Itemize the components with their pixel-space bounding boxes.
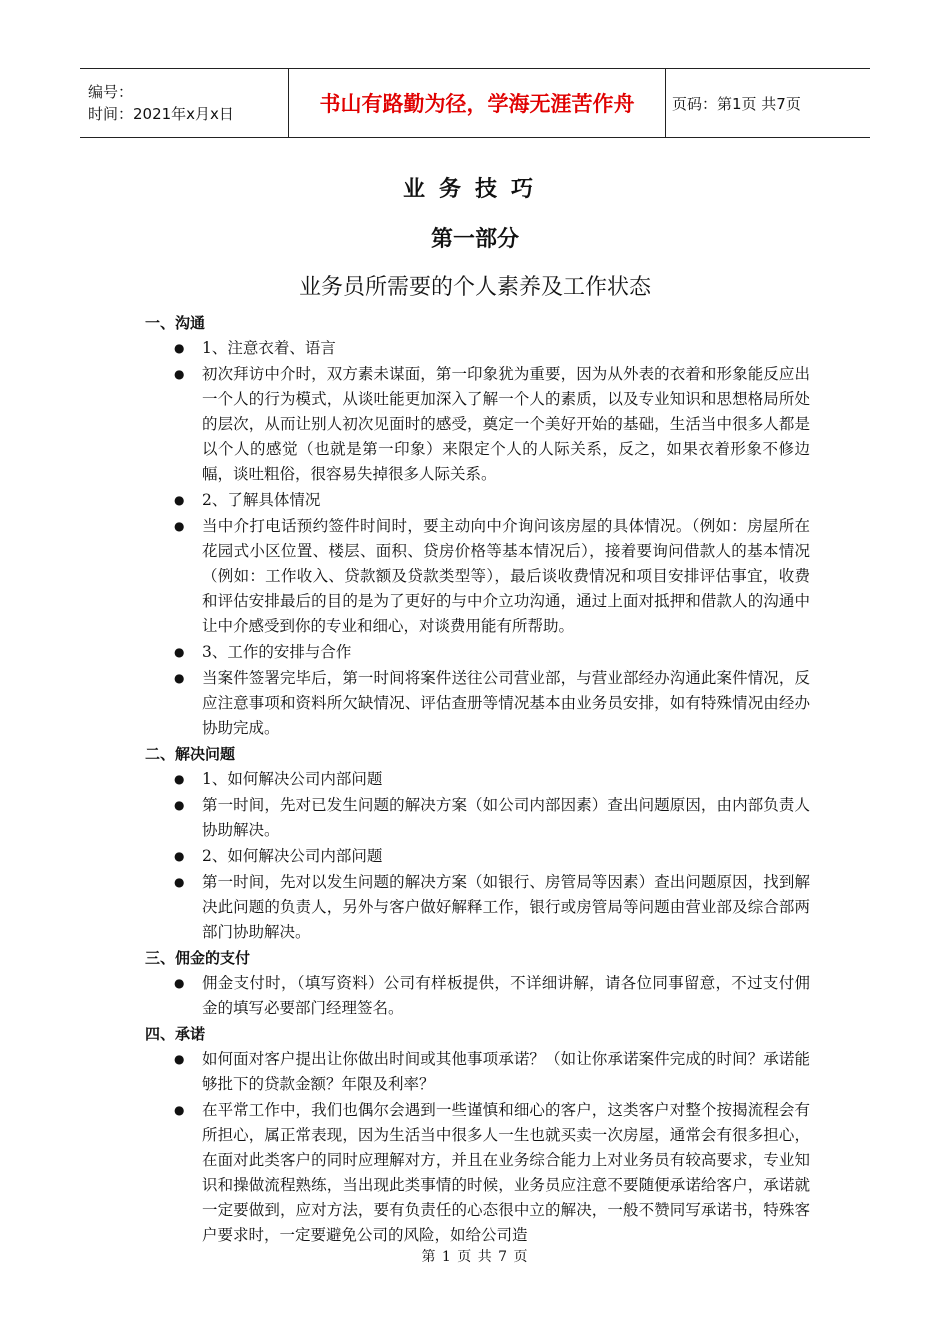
list-item-text: 3、工作的安排与合作: [202, 643, 352, 661]
section-heading: 二、解决问题: [145, 745, 236, 763]
bullet-icon: ●: [174, 849, 185, 863]
list-item-text: 2、如何解决公司内部问题: [202, 847, 383, 865]
list-item: [145, 488, 810, 513]
bullet-icon: ●: [174, 367, 185, 381]
list-item: [145, 844, 810, 869]
bullet-icon: ●: [174, 772, 185, 786]
list-item-text: 在平常工作中，我们也偶尔会遇到一些谨慎和细心的客户，这类客户对整个按揭流程会有所担心，属正常表现，因为生活当中很多人一生也就买卖一次房屋，通常会有很多担心，在面对此类客户的同时应理解对方，并且在业务综合能力上对业务员有较高要求，专业知识和操做流程熟练，当出现此类事情的时候，业务员应注意不要随便承诺给客户，承诺就一定要做到，应对方法，要有负责任的心态很中立的解决，一般不赞同写承诺书，特殊客户要求时，一定要避免公司的风险，如给公司造: [202, 1101, 810, 1244]
list-item-text: 初次拜访中介时，双方素未谋面，第一印象犹为重要，因为从外表的衣着和形象能反应出一个人的行为模式，从谈吐能更加深入了解一个人的素质，以及专业知识和思想格局所处的层次，从而让别人初次见面时的感受，奠定一个美好开始的基础，生活当中很多人都是以个人的感觉（也就是第一印象）来限定个人的人际关系，反之，如果衣着形象不修边幅，谈吐粗俗，很容易失掉很多人际关系。: [202, 365, 810, 483]
header-left-cell: [80, 69, 288, 137]
bullet-icon: ●: [174, 519, 185, 533]
list-item: [145, 514, 810, 639]
page-footer: 第 1 页 共 7 页: [421, 1249, 529, 1265]
number-label: 编号：: [88, 83, 134, 101]
list-item: [145, 336, 810, 361]
page-info: 页码：第1页 共7页: [672, 94, 801, 113]
list-item-text: 如何面对客户提出让你做出时间或其他事项承诺？（如让你承诺案件完成的时间？承诺能够批下的贷款金额？年限及利率？: [202, 1050, 810, 1093]
bullet-icon: ●: [174, 875, 185, 889]
section-heading: 一、沟通: [145, 314, 206, 332]
part-heading: 第一部分: [430, 227, 519, 252]
list-item: [145, 362, 810, 487]
header-page-cell: [666, 69, 870, 137]
list-item-text: 第一时间，先对已发生问题的解决方案（如公司内部因素）查出问题原因，由内部负责人协助解决。: [202, 796, 810, 839]
list-item: [145, 640, 810, 665]
time-label: 时间：2021年x月x日: [88, 105, 234, 123]
page-header: [80, 68, 870, 138]
bullet-icon: ●: [174, 798, 185, 812]
bullet-icon: ●: [174, 1103, 185, 1117]
list-item-text: 1、如何解决公司内部问题: [202, 770, 383, 788]
list-item-text: 2、了解具体情况: [202, 491, 321, 509]
bullet-icon: ●: [174, 976, 185, 990]
document-body: [145, 310, 810, 1249]
motto: 书山有路勤为径，学海无涯苦作舟: [319, 92, 635, 116]
document-subtitle: 业务员所需要的个人素养及工作状态: [298, 275, 651, 300]
bullet-icon: ●: [174, 493, 185, 507]
list-item-text: 当案件签署完毕后，第一时间将案件送往公司营业部，与营业部经办沟通此案件情况，反应注意事项和资料所欠缺情况、评估查册等情况基本由业务员安排，如有特殊情况由经办协助完成。: [202, 669, 810, 737]
section-heading: 四、承诺: [145, 1025, 206, 1043]
list-item: [145, 971, 810, 1021]
list-item-text: 当中介打电话预约签件时间时，要主动向中介询问该房屋的具体情况。（例如：房屋所在花园式小区位置、楼层、面积、贷房价格等基本情况后），接着要询问借款人的基本情况（例如：工作收入、贷款额及贷款类型等），最后谈收费情况和项目安排评估事宜，收费和评估安排最后的目的是为了更好的与中介立功沟通，通过上面对抵押和借款人的沟通中让中介感受到你的专业和细心，对谈费用能有所帮助。: [202, 517, 810, 635]
bullet-icon: ●: [174, 645, 185, 659]
header-motto-cell: [288, 69, 666, 137]
section-heading: 三、佣金的支付: [145, 949, 251, 967]
list-item: [145, 767, 810, 792]
list-item: [145, 666, 810, 741]
bullet-icon: ●: [174, 1052, 185, 1066]
bullet-icon: ●: [174, 341, 185, 355]
list-item: [145, 793, 810, 843]
list-item-text: 第一时间，先对以发生问题的解决方案（如银行、房管局等因素）查出问题原因，找到解决此问题的负责人，另外与客户做好解释工作，银行或房管局等问题由营业部及综合部两部门协助解决。: [202, 873, 810, 941]
bullet-icon: ●: [174, 671, 185, 685]
list-item-text: 1、注意衣着、语言: [202, 339, 336, 357]
list-item: [145, 1098, 810, 1248]
list-item: [145, 870, 810, 945]
document-title: 业务技巧: [402, 177, 547, 202]
list-item: [145, 1047, 810, 1097]
list-item-text: 佣金支付时，（填写资料）公司有样板提供，不详细讲解，请各位同事留意，不过支付佣金的填写必要部门经理签名。: [202, 974, 810, 1017]
